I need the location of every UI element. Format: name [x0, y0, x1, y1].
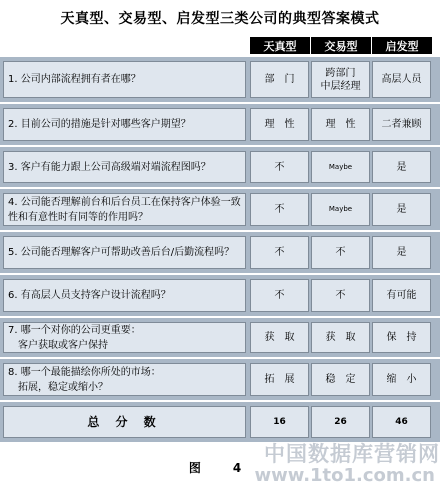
total-score: 46 [372, 406, 431, 438]
answer-cell: 不 [311, 279, 370, 312]
question-cell: 2. 目前公司的措施是针对哪些客户期望？ [3, 108, 246, 141]
page-title: 天真型、交易型、启发型三类公司的典型答案模式 [60, 11, 380, 27]
total-score: 26 [311, 406, 370, 438]
answer-cell: 拓 展 [250, 363, 309, 396]
question-cell: 7. 哪一个对你的公司更重要： 客户获取或客户保持 [3, 322, 246, 353]
answer-cell: 跨部门 中层经理 [311, 61, 370, 98]
answer-cell: 二者兼顾 [372, 108, 431, 141]
question-cell: 1. 公司内部流程拥有者在哪？ [3, 61, 246, 98]
question-cell: 4. 公司能否理解前台和后台员工在保持客户体验一致性和有意性时有同等的作用吗？ [3, 193, 246, 226]
answer-cell: 获 取 [250, 322, 309, 353]
answer-cell: Maybe [311, 151, 370, 183]
column-header-inspirational: 启发型 [372, 37, 432, 54]
answer-cell: 稳 定 [311, 363, 370, 396]
column-header-naive: 天真型 [250, 37, 310, 54]
answer-cell: Maybe [311, 193, 370, 226]
column-header-transactional: 交易型 [311, 37, 371, 54]
answer-cell: 不 [250, 279, 309, 312]
answer-cell: 是 [372, 236, 431, 269]
answer-cell: 部 门 [250, 61, 309, 98]
watermark-text: 中国数据库营销网 [264, 442, 440, 466]
answer-cell: 缩 小 [372, 363, 431, 396]
answer-cell: 是 [372, 193, 431, 226]
answer-cell: 高层人员 [372, 61, 431, 98]
answer-cell: 不 [250, 193, 309, 226]
answer-cell: 理 性 [250, 108, 309, 141]
answer-cell: 理 性 [311, 108, 370, 141]
answer-cell: 不 [250, 151, 309, 183]
question-cell: 3. 客户有能力跟上公司高级端对端流程图吗？ [3, 151, 246, 183]
answer-cell: 获 取 [311, 322, 370, 353]
answer-cell: 有可能 [372, 279, 431, 312]
answer-cell: 不 [311, 236, 370, 269]
answer-cell: 是 [372, 151, 431, 183]
total-label: 总 分 数 [3, 406, 246, 438]
answer-cell: 不 [250, 236, 309, 269]
question-cell: 6. 有高层人员支持客户设计流程吗？ [3, 279, 246, 312]
answer-cell: 保 持 [372, 322, 431, 353]
watermark-url: www.1to1.com.cn [254, 465, 435, 486]
question-cell: 8. 哪一个最能描绘你所处的市场： 拓展，稳定或缩小？ [3, 363, 246, 396]
question-cell: 5. 公司能否理解客户可帮助改善后台/后勤流程吗？ [3, 236, 246, 269]
figure-caption: 图 4 [188, 461, 252, 475]
total-score: 16 [250, 406, 309, 438]
